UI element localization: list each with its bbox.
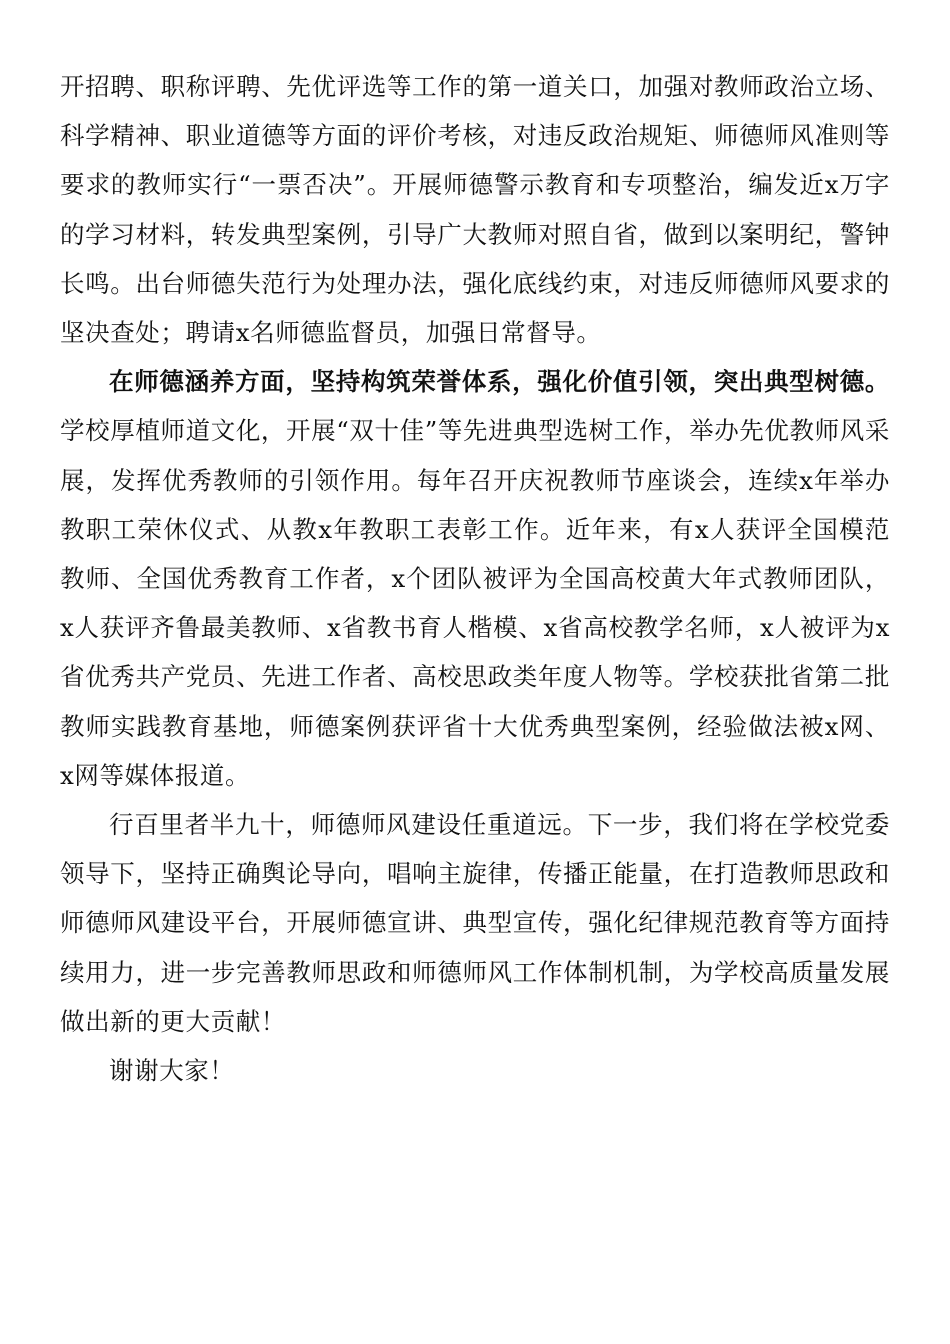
closing-thanks: 谢谢大家！ (109, 1056, 235, 1086)
document-body (60, 62, 890, 1095)
paragraph-next-steps: 行百里者半九十，师德师风建设任重道远。下一步，我们将在学校党委领导下，坚持正确舆论导向，唱响主旋律，传播正能量，在打造教师思政和师德师风建设平台，开展师德宣讲、典型宣传，强化纪律规范教育等方面持续用力，进一步完善教师思政和师德师风工作体制机制，为学校高质量发展做出新的更大贡献！ (60, 810, 890, 1036)
paragraph-body: 学校厚植师道文化，开展“双十佳”等先进典型选树工作，举办先优教师风采展，发挥优秀教师的引领作用。每年召开庆祝教师节座谈会，连续x年举办教职工荣休仪式、从教x年教职工表彰工作。近年来，有x人获评全国模范教师、全国优秀教育工作者，x个团队被评为全国高校黄大年式教师团队，x人获评齐鲁最美教师、x省教书育人楷模、x省高校教学名师，x人被评为x省优秀共产党员、先进工作者、高校思政类年度人物等。学校获批省第二批教师实践教育基地，师德案例获评省十大优秀典型案例，经验做法被x网、x网等媒体报道。 (60, 416, 890, 790)
paragraph-heading: 在师德涵养方面，坚持构筑荣誉体系，强化价值引领，突出典型树德。 (109, 367, 890, 397)
paragraph-teacher-ethics-cultivation (60, 357, 890, 800)
paragraph-continued: 开招聘、职称评聘、先优评选等工作的第一道关口，加强对教师政治立场、科学精神、职业道德等方面的评价考核，对违反政治规矩、师德师风准则等要求的教师实行“一票否决”。开展师德警示教育和专项整治，编发近x万字的学习材料，转发典型案例，引导广大教师对照自省，做到以案明纪，警钟长鸣。出台师德失范行为处理办法，强化底线约束，对违反师德师风要求的坚决查处；聘请x名师德监督员，加强日常督导。 (60, 72, 890, 348)
